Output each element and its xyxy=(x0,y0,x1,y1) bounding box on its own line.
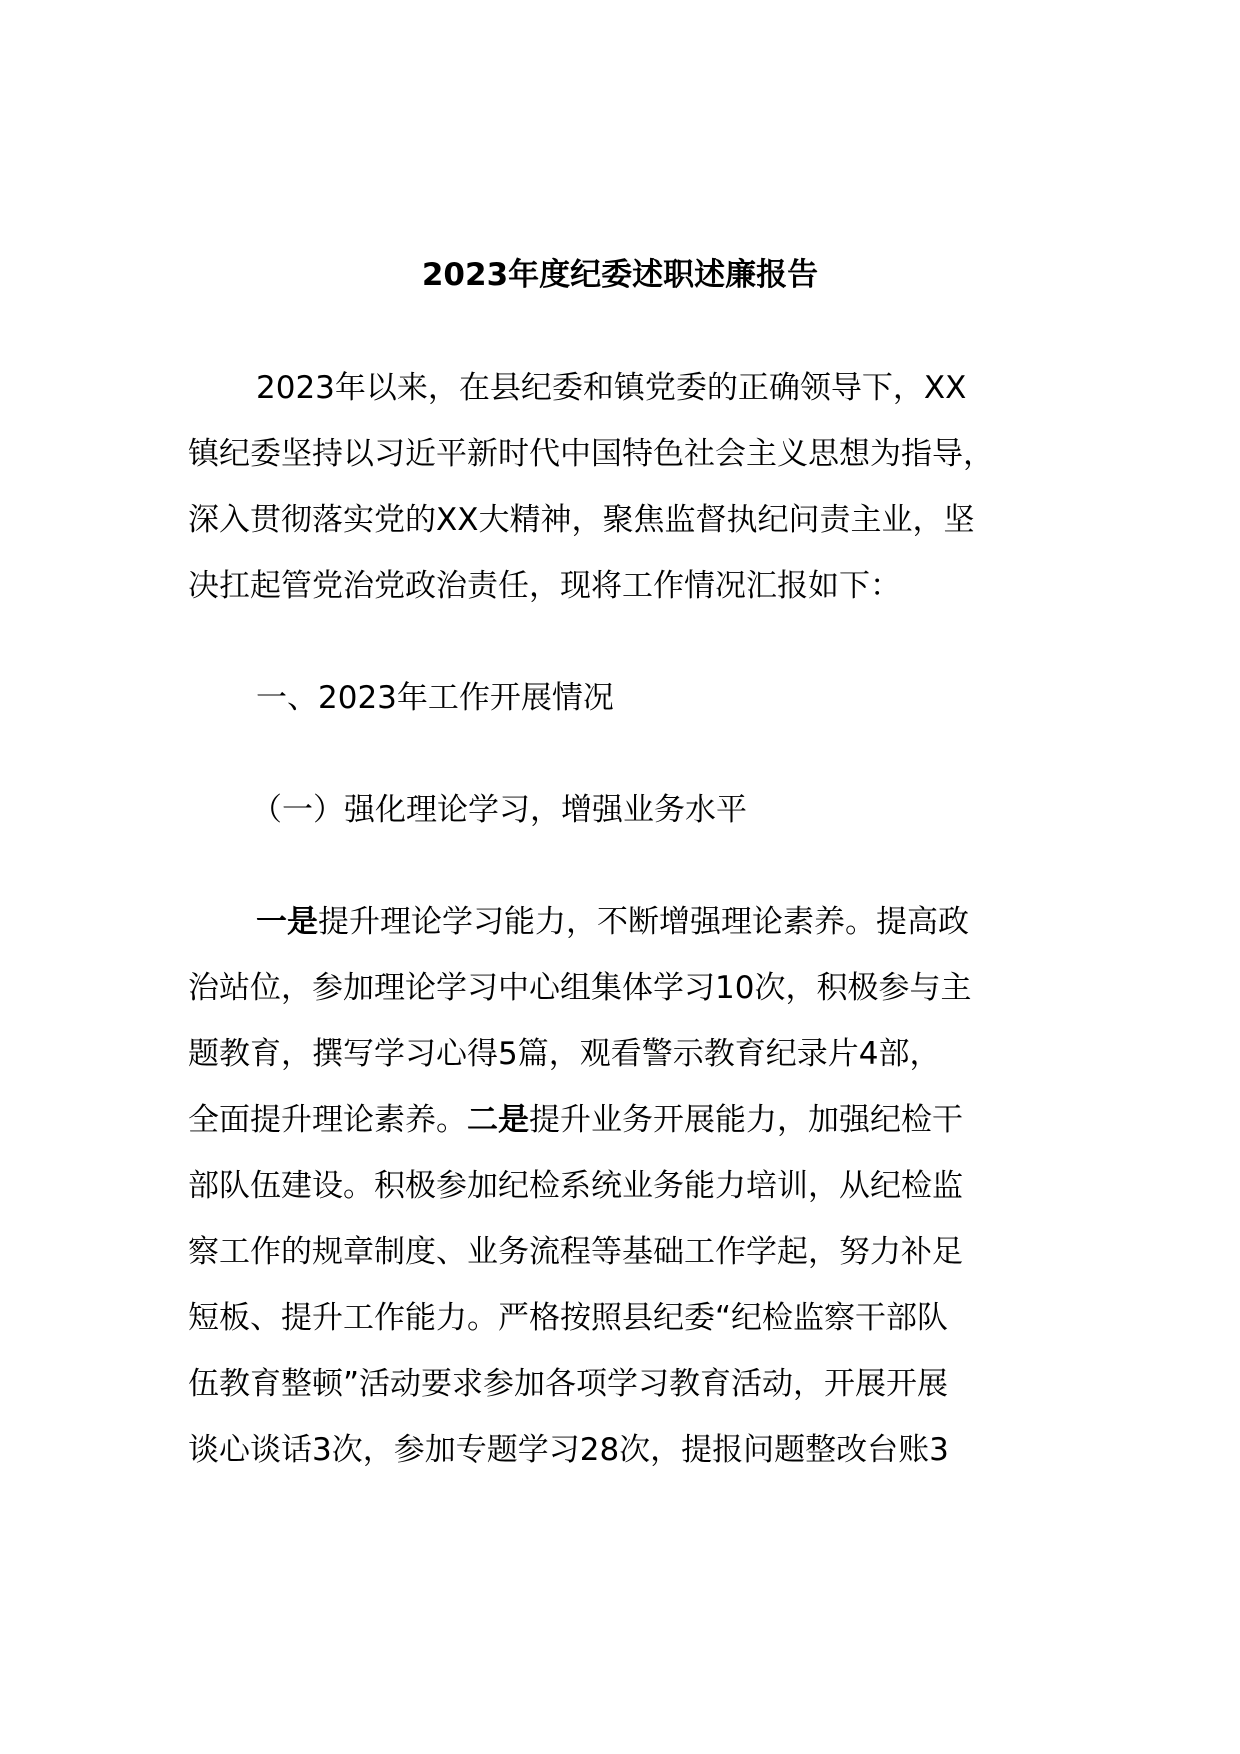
body-line-6: 察工作的规章制度、业务流程等基础工作学起，努力补足 xyxy=(188,1234,963,1270)
intro-line-3: 深入贯彻落实党的XX大精神，聚焦监督执纪问责主业，坚 xyxy=(188,502,975,538)
body-line-1-text: 提升理论学习能力，不断增强理论素养。提高政 xyxy=(318,904,969,940)
body-line-4-rest: 提升业务开展能力，加强纪检干 xyxy=(529,1102,963,1138)
body-line-4 xyxy=(188,1100,1068,1140)
intro-line-1: 2023年以来，在县纪委和镇党委的正确领导下，XX xyxy=(256,370,967,406)
body-line-9: 谈心谈话3次，参加专题学习28次，提报问题整改台账3 xyxy=(188,1432,949,1468)
body-line-1 xyxy=(256,902,1136,942)
subsection-heading: （一）强化理论学习，增强业务水平 xyxy=(251,792,747,828)
body-line-4-pre: 全面提升理论素养。 xyxy=(188,1102,467,1138)
body-line-3: 题教育，撰写学习心得5篇，观看警示教育纪录片4部， xyxy=(188,1036,941,1072)
body-line-8: 伍教育整顿”活动要求参加各项学习教育活动，开展开展 xyxy=(188,1366,949,1402)
section-heading: 一、2023年工作开展情况 xyxy=(256,680,614,716)
body-line-5: 部队伍建设。积极参加纪检系统业务能力培训，从纪检监 xyxy=(188,1168,963,1204)
body-line-7: 短板、提升工作能力。严格按照县纪委“纪检监察干部队 xyxy=(188,1300,949,1336)
document-title: 2023年度纪委述职述廉报告 xyxy=(421,257,819,293)
body-line-2: 治站位，参加理论学习中心组集体学习10次，积极参与主 xyxy=(188,970,972,1006)
intro-line-2: 镇纪委坚持以习近平新时代中国特色社会主义思想为指导， xyxy=(188,436,994,472)
point-marker-one: 一是 xyxy=(256,904,318,940)
intro-line-4: 决扛起管党治党政治责任，现将工作情况汇报如下： xyxy=(188,568,901,604)
point-marker-two: 二是 xyxy=(467,1102,529,1138)
